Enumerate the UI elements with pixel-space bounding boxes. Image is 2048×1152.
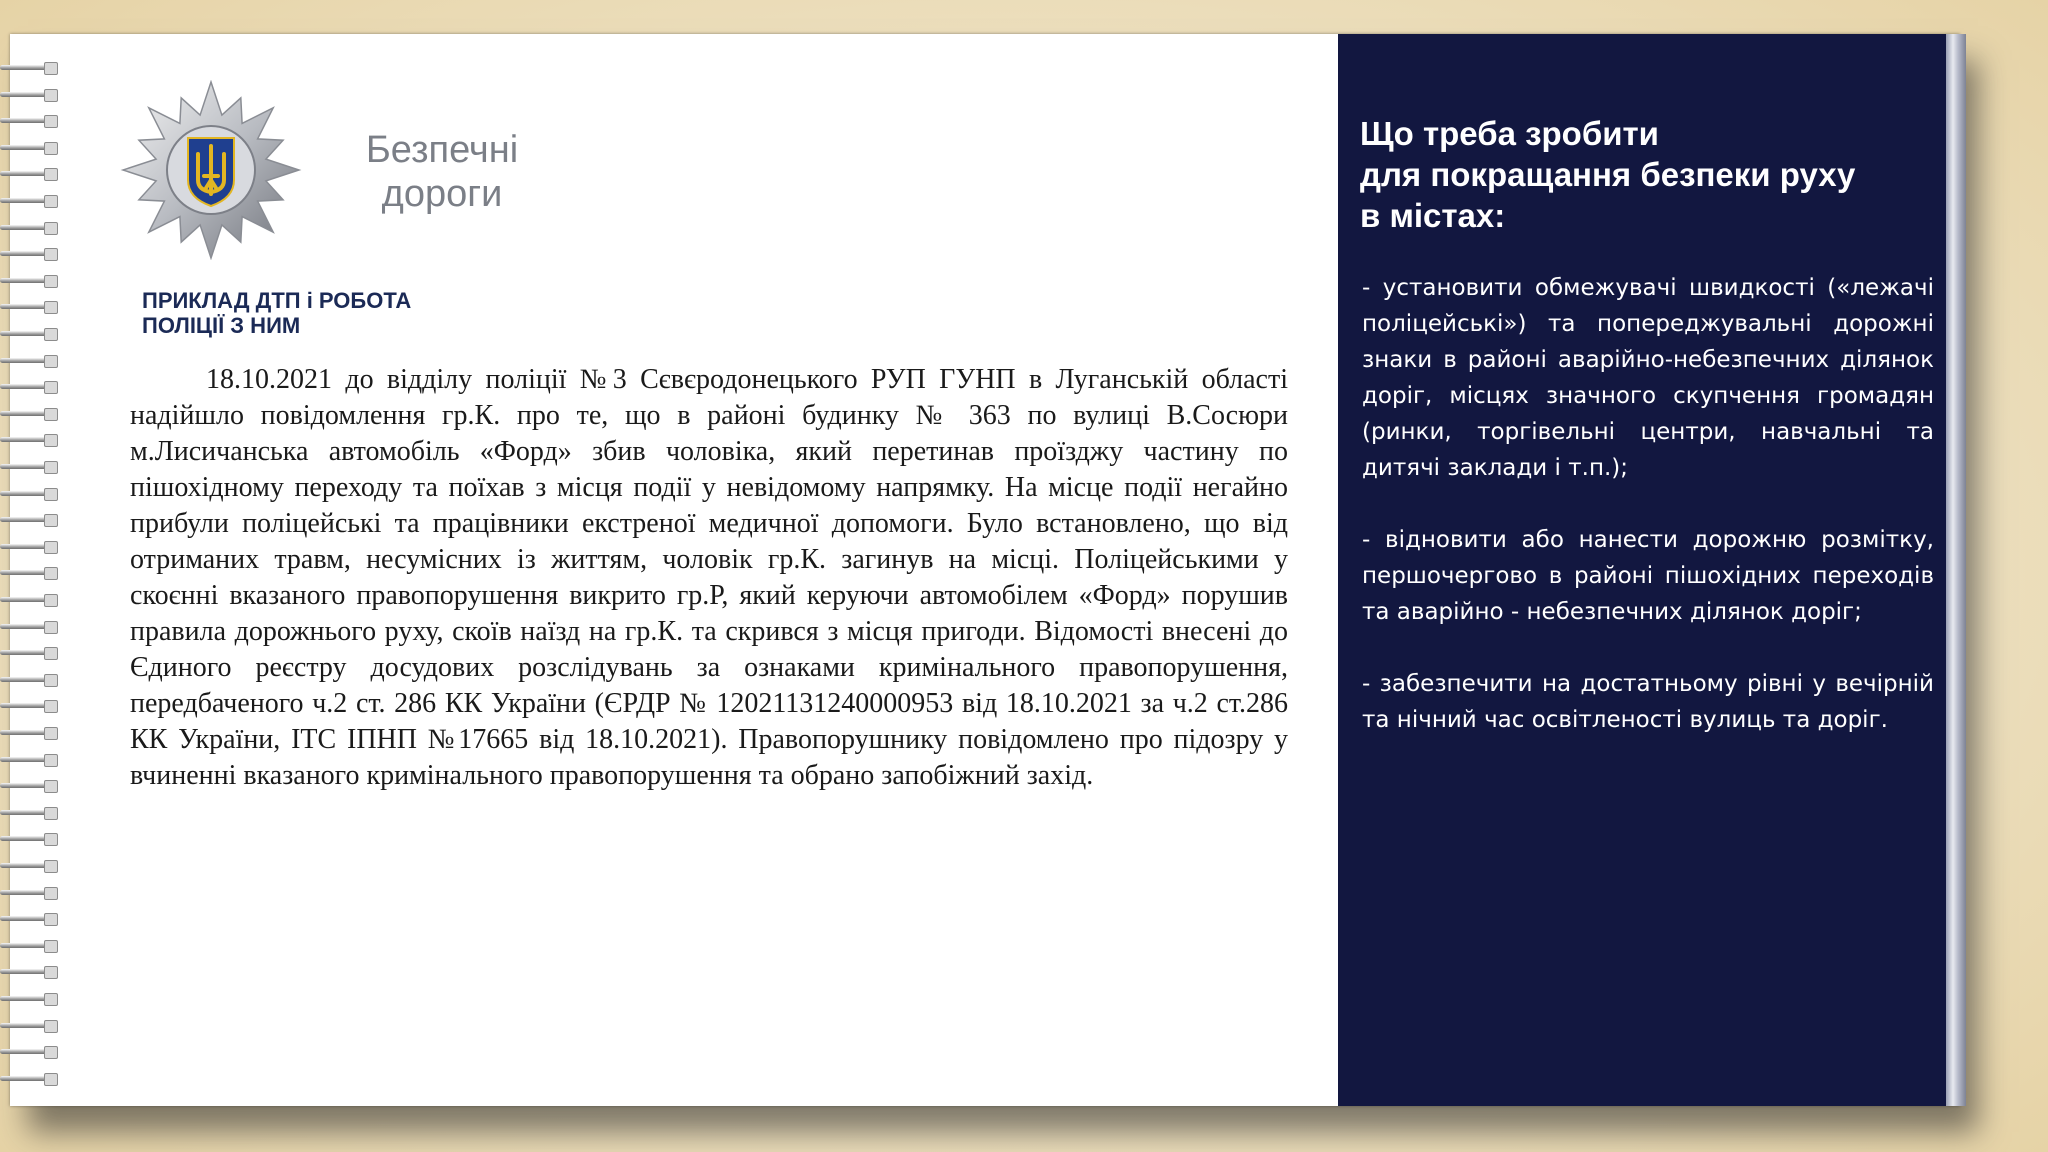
spiral-ring	[0, 379, 62, 395]
spiral-ring	[0, 273, 62, 289]
spiral-ring	[0, 60, 62, 76]
spiral-ring	[0, 698, 62, 714]
spiral-ring	[0, 406, 62, 422]
spiral-ring	[0, 885, 62, 901]
spiral-ring	[0, 486, 62, 502]
spiral-ring	[0, 619, 62, 635]
recommendations-list	[1362, 270, 1934, 774]
spiral-ring	[0, 87, 62, 103]
recommendation-item: - установити обмежувачі швидкості («лежачі поліцейські») та попереджувальні дорожні знаки в районі аварійно-небезпечних ділянок доріг, місцях значного скупчення громадян (ринки, торгівельні центри, навчальні та дитячі заклади і т.п.);	[1362, 275, 1934, 481]
spiral-ring	[0, 991, 62, 1007]
spiral-ring	[0, 911, 62, 927]
spiral-ring	[0, 964, 62, 980]
spiral-ring	[0, 432, 62, 448]
section-title: ПРИКЛАД ДТП і РОБОТА ПОЛІЦІЇ З НИМ	[142, 288, 412, 338]
spiral-ring	[0, 1018, 62, 1034]
spiral-ring	[0, 512, 62, 528]
spiral-ring	[0, 299, 62, 315]
spiral-binding	[0, 60, 62, 1090]
spiral-ring	[0, 193, 62, 209]
spiral-ring	[0, 938, 62, 954]
spiral-ring	[0, 353, 62, 369]
spiral-ring	[0, 805, 62, 821]
spiral-ring	[0, 752, 62, 768]
spiral-ring	[0, 459, 62, 475]
spiral-ring	[0, 539, 62, 555]
page-edge	[1946, 34, 1966, 1106]
spiral-ring	[0, 672, 62, 688]
recommendation-item: - відновити або нанести дорожню розмітку, першочергово в районі пішохідних переходів та аварійно - небезпечних ділянок доріг;	[1362, 527, 1934, 625]
incident-description: 18.10.2021 до відділу поліції №3 Сєвєродонецького РУП ГУНП в Луганській області надійшло повідомлення гр.К. про те, що в районі будинку № 363 по вулиці В.Сосюри м.Лисичанська автомобіль «Форд» збив чоловіка, який перетинав проїзджу частину по пішохідному переходу та поїхав з місця події у невідомому напрямку. На місце події негайно прибули поліцейські та працівники екстреної медичної допомоги. Було встановлено, що від отриманих травм, несумісних із життям, чоловік гр.К. загинув на місці. Поліцейськими у скоєнні вказаного правопорушення викрито гр.Р, який керуючи автомобілем «Форд» порушив правила дорожнього руху, скоїв наїзд на гр.К. та скрився з місця пригоди. Відомості внесені до Єдиного реєстру досудових розслідувань за ознаками кримінального правопорушення, передбаченого ч.2 ст. 286 КК України (ЄРДР № 12021131240000953 від 18.10.2021 за ч.2 ст.286 КК України, ІТС ІПНП №17665 від 18.10.2021). Правопорушнику повідомлено про підозру у вчиненні вказаного кримінального правопорушення та обрано запобіжний захід.	[130, 364, 1288, 791]
spiral-ring	[0, 1071, 62, 1087]
spiral-ring	[0, 140, 62, 156]
spiral-ring	[0, 166, 62, 182]
spiral-ring	[0, 725, 62, 741]
spiral-ring	[0, 831, 62, 847]
spiral-ring	[0, 645, 62, 661]
spiral-ring	[0, 326, 62, 342]
spiral-ring	[0, 565, 62, 581]
spiral-ring	[0, 1044, 62, 1060]
spiral-ring	[0, 220, 62, 236]
spiral-ring	[0, 592, 62, 608]
panel-heading: Що треба зробити для покращання безпеки руху в містах:	[1360, 115, 1856, 234]
spiral-ring	[0, 778, 62, 794]
police-emblem-icon	[118, 80, 304, 260]
spiral-ring	[0, 858, 62, 874]
recommendation-item: - забезпечити на достатньому рівні у вечірній та нічний час освітленості вулиць та доріг.	[1362, 671, 1934, 733]
spiral-ring	[0, 113, 62, 129]
spiral-ring	[0, 246, 62, 262]
logo-text: Безпечні дороги	[365, 129, 519, 215]
